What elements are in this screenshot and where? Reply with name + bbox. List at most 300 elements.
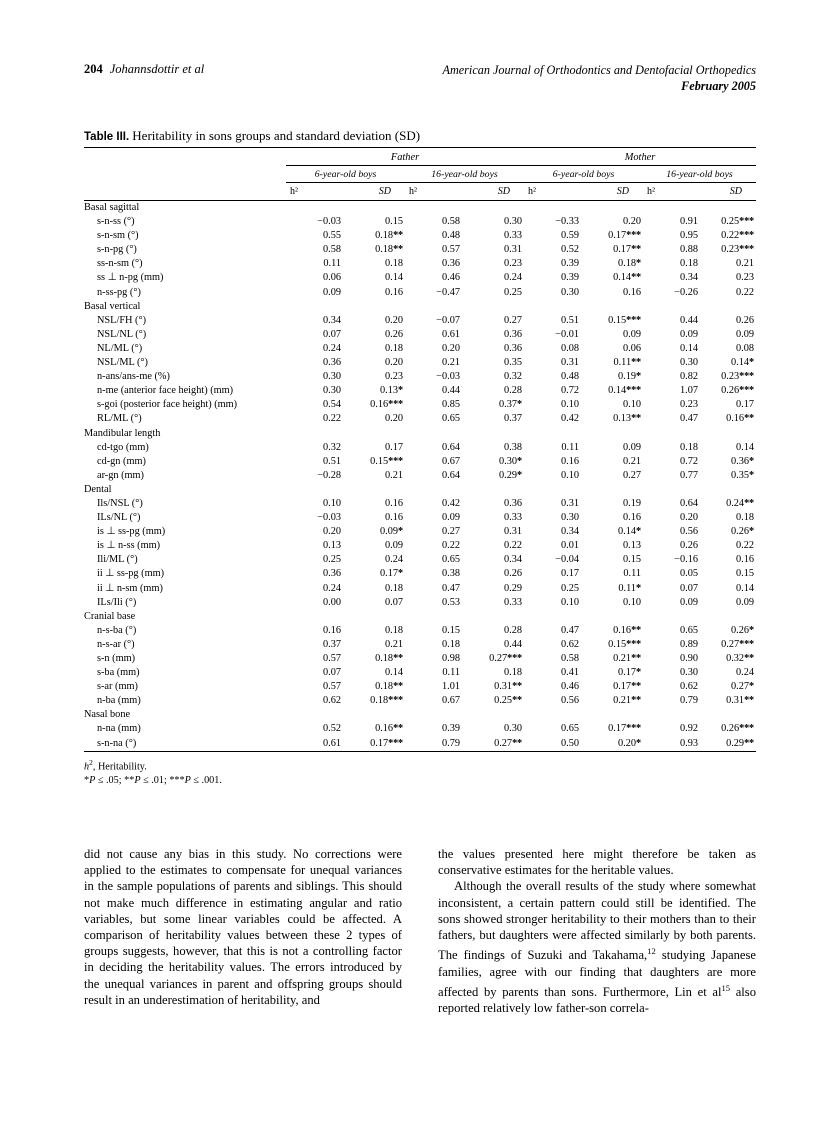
cell-value: 0.26 <box>679 540 698 552</box>
row-label: ii ⊥ ss-pg (mm) <box>97 568 165 580</box>
table-row <box>84 342 756 356</box>
row-label: ILs/NL (°) <box>97 512 141 524</box>
table-body <box>84 201 756 751</box>
cell-value: 0.09 <box>735 596 754 608</box>
cell-value: 0.36 <box>503 497 522 509</box>
table-row <box>84 539 756 553</box>
row-label: NL/ML (°) <box>97 342 143 354</box>
cell-value: 0.18 <box>679 258 698 270</box>
table-section-row <box>84 427 756 441</box>
cell-value: 0.35* <box>731 469 754 481</box>
cell-value: 0.15 <box>622 554 641 566</box>
row-label: cd-tgo (mm) <box>97 441 149 453</box>
cell-value: 0.15*** <box>608 314 641 326</box>
table-caption <box>84 128 756 144</box>
cell-value: 0.58 <box>560 653 579 664</box>
cell-value: 0.37* <box>499 399 522 411</box>
cell-value: 0.11 <box>323 258 341 270</box>
cell-value: 0.31** <box>726 695 754 707</box>
citation-reference: 15 <box>721 982 731 993</box>
cell-value: 0.77 <box>679 469 698 481</box>
cell-value: 0.44 <box>503 638 522 650</box>
cell-value: 0.72 <box>560 385 579 397</box>
cell-value: 0.38 <box>503 441 522 453</box>
cell-value: 0.65 <box>441 554 460 566</box>
cell-value: 0.16** <box>375 723 403 735</box>
body-paragraph: did not cause any bias in this study. No corrections were applied to the estimates to compensate for unequal variances in the sample populations of parents and siblings. This should not make much difference in estimating angular and ratio variables, but some linear variables could be affected. A comparison of heritability values between these 2 types of groups suggests, however, that this is not a controlling factor in deciding the heritability values. The errors introduced by the unequal variances in parent and offspring groups should result in an underestimation of heritability, and <box>84 847 402 1007</box>
cell-value: 0.65 <box>679 624 698 636</box>
cell-value: 0.51 <box>560 314 579 326</box>
row-label: n-ss-pg (°) <box>97 286 141 298</box>
section-spacer <box>286 610 756 624</box>
cell-value: −0.26 <box>674 286 698 298</box>
table-section-row <box>84 610 756 624</box>
cell-value: 0.15 <box>735 568 754 580</box>
cell-value: 0.13** <box>613 413 641 425</box>
cell-value: 0.06 <box>322 272 341 284</box>
cell-value: 0.59 <box>560 230 579 242</box>
body-columns <box>84 846 756 1016</box>
cell-value: 0.17*** <box>608 723 641 735</box>
cell-value: 0.16 <box>622 512 641 524</box>
cell-value: 0.32** <box>726 653 754 664</box>
cell-value: 0.47 <box>441 582 460 594</box>
cell-value: 0.18 <box>384 258 403 270</box>
cell-value: 0.54 <box>322 399 341 411</box>
cell-value: 0.14 <box>735 441 754 453</box>
row-label: n-ba (mm) <box>97 695 141 707</box>
col-header-sd-m6: SD <box>616 186 629 197</box>
cell-value: 0.56 <box>679 526 698 538</box>
cell-value: 0.17*** <box>608 230 641 242</box>
issue-date: February 2005 <box>681 79 756 94</box>
cell-value: 0.24 <box>735 667 754 679</box>
cell-value: 0.20 <box>679 512 698 524</box>
table-footnotes <box>84 752 756 787</box>
row-label: RL/ML (°) <box>97 413 142 425</box>
cell-value: 0.11* <box>618 582 641 594</box>
cell-value: 0.16 <box>622 286 641 298</box>
cell-value: 0.16 <box>560 455 579 467</box>
cell-value: 0.93 <box>679 737 698 749</box>
cell-value: 0.82 <box>679 371 698 383</box>
cell-value: 0.21** <box>613 695 641 707</box>
table-row <box>84 328 756 342</box>
cell-value: 0.08 <box>560 342 579 354</box>
col-header-h2-f6: h² <box>290 186 298 197</box>
cell-value: 0.15 <box>384 216 403 228</box>
cell-value: 0.14* <box>731 357 754 369</box>
table-row <box>84 441 756 455</box>
cell-value: 0.15 <box>441 624 460 636</box>
cell-value: 0.21 <box>735 258 754 270</box>
cell-value: 0.10 <box>622 399 641 411</box>
table-section-row <box>84 300 756 314</box>
row-label: is ⊥ ss-pg (mm) <box>97 526 166 538</box>
cell-value: 0.27*** <box>721 638 754 650</box>
cell-value: 0.17** <box>613 244 641 256</box>
cell-value: 0.29* <box>499 469 522 481</box>
cell-value: −0.01 <box>555 328 579 340</box>
cell-value: 0.47 <box>560 624 579 636</box>
cell-value: 0.18 <box>384 342 403 354</box>
cell-value: 0.24 <box>322 342 341 354</box>
cell-value: 0.62 <box>679 681 698 693</box>
table-row <box>84 638 756 652</box>
cell-value: 0.05 <box>679 568 698 580</box>
cell-value: 0.25 <box>503 286 522 298</box>
cell-value: 0.14 <box>384 272 403 284</box>
section-label: Basal vertical <box>84 300 141 312</box>
group-header-row <box>84 148 756 166</box>
cell-value: 0.20 <box>384 357 403 369</box>
table-row <box>84 286 756 300</box>
cell-value: 0.09 <box>679 328 698 340</box>
cell-value: 0.64 <box>679 497 698 509</box>
cell-value: 0.22 <box>322 413 341 425</box>
table-row <box>84 596 756 610</box>
cell-value: −0.16 <box>674 554 698 566</box>
cell-value: 0.92 <box>679 723 698 735</box>
cell-value: 0.98 <box>441 653 460 664</box>
cell-value: 0.48 <box>441 230 460 242</box>
cell-value: 0.58 <box>441 216 460 228</box>
cell-value: 0.23 <box>503 258 522 270</box>
table-row <box>84 497 756 511</box>
row-label: ar-gn (mm) <box>97 469 144 481</box>
row-label: cd-gn (mm) <box>97 455 146 467</box>
cell-value: 0.67 <box>441 695 460 707</box>
cell-value: 0.09 <box>384 540 403 552</box>
cell-value: 0.30 <box>560 512 579 524</box>
table-row <box>84 652 756 666</box>
cell-value: 0.07 <box>384 596 403 608</box>
cell-value: 0.19 <box>622 497 641 509</box>
section-spacer <box>286 483 756 497</box>
cell-value: 0.46 <box>441 272 460 284</box>
cell-value: 0.22 <box>503 540 522 552</box>
cell-value: 0.34 <box>503 554 522 566</box>
cell-value: 0.22 <box>735 286 754 298</box>
cell-value: 0.25** <box>494 695 522 707</box>
row-label: s-n-na (°) <box>97 737 137 749</box>
cell-value: 0.39 <box>560 258 579 270</box>
body-paragraph: Although the overall results of the study where somewhat inconsistent, a certain pattern could still be identified. The sons showed stronger heritability to their mothers than to their fathers, but daughters were affected similarly by both parents. The findings of Suzuki and Takahama,$^{12}$ studying Japanese families, agree with our finding that daughters are more affected by parents than sons. Furthermore, Lin et $al^{15}$ also reported relatively low father-son correla- <box>438 879 756 1016</box>
cell-value: 0.17** <box>613 681 641 693</box>
table-row <box>84 511 756 525</box>
table-row <box>84 553 756 567</box>
cell-value: 0.91 <box>679 216 698 228</box>
cell-value: 0.88 <box>679 244 698 256</box>
table-row <box>84 694 756 708</box>
cell-value: 0.23 <box>384 371 403 383</box>
cell-value: 0.31 <box>503 526 522 538</box>
table-section-row <box>84 708 756 722</box>
cell-value: 0.79 <box>679 695 698 707</box>
cell-value: 0.21 <box>622 455 641 467</box>
cell-value: 0.16 <box>322 624 341 636</box>
cell-value: 0.08 <box>735 342 754 354</box>
cell-value: 0.11 <box>561 441 579 453</box>
row-label: s-goi (posterior face height) (mm) <box>97 399 238 411</box>
cell-value: 0.35 <box>503 357 522 369</box>
cell-value: 0.34 <box>322 314 341 326</box>
cell-value: 0.29 <box>503 582 522 594</box>
cell-value: −0.03 <box>317 216 341 228</box>
cell-value: 0.23 <box>679 399 698 411</box>
col-header-h2-m6: h² <box>528 186 536 197</box>
group-header-father: Father <box>286 148 524 166</box>
table-row <box>84 412 756 426</box>
cell-value: 0.09* <box>380 526 403 538</box>
cell-value: 1.07 <box>679 385 698 397</box>
cell-value: 0.14* <box>618 526 641 538</box>
section-spacer <box>286 300 756 314</box>
section-spacer <box>286 427 756 441</box>
row-label: ss ⊥ n-pg (mm) <box>97 272 164 284</box>
author-line: Johannsdottir et al <box>109 62 205 76</box>
cell-value: 0.26 <box>384 328 403 340</box>
cell-value: 0.50 <box>560 737 579 749</box>
row-label: Ili/ML (°) <box>97 554 138 566</box>
cell-value: 0.20 <box>322 526 341 538</box>
sub-header-mother-6yo: 6-year-old boys <box>524 166 643 183</box>
cell-value: 0.19* <box>618 371 641 383</box>
cell-value: 0.38 <box>441 568 460 580</box>
row-label: ii ⊥ n-sm (mm) <box>97 582 163 594</box>
table-row <box>84 666 756 680</box>
cell-value: 0.57 <box>441 244 460 256</box>
cell-value: 0.44 <box>679 314 698 326</box>
table-section-row <box>84 201 756 215</box>
section-label: Mandibular length <box>84 427 161 439</box>
table-row <box>84 215 756 229</box>
cell-value: 0.15*** <box>608 638 641 650</box>
table-row <box>84 680 756 694</box>
cell-value: 0.26* <box>731 624 754 636</box>
table-row <box>84 356 756 370</box>
cell-value: 0.22*** <box>721 230 754 242</box>
table-row <box>84 257 756 271</box>
cell-value: 0.16*** <box>370 399 403 411</box>
cell-value: 0.11 <box>442 667 460 679</box>
heritability-table <box>84 147 756 752</box>
cell-value: 0.07 <box>322 667 341 679</box>
cell-value: 0.52 <box>322 723 341 735</box>
cell-value: 0.20 <box>384 314 403 326</box>
cell-value: 0.57 <box>322 653 341 664</box>
cell-value: 0.36 <box>441 258 460 270</box>
running-head-left <box>84 62 204 77</box>
cell-value: 0.64 <box>441 441 460 453</box>
row-label: n-na (mm) <box>97 723 141 735</box>
cell-value: 0.44 <box>441 385 460 397</box>
cell-value: 0.33 <box>503 596 522 608</box>
cell-value: 0.01 <box>560 540 579 552</box>
cell-value: 0.25 <box>322 554 341 566</box>
section-label: Dental <box>84 483 112 495</box>
col-header-sd-m16: SD <box>729 186 742 197</box>
cell-value: 0.16 <box>384 512 403 524</box>
cell-value: 0.17*** <box>370 737 403 749</box>
cell-value: 0.33 <box>503 230 522 242</box>
sub-header-father-16yo: 16-year-old boys <box>405 166 524 183</box>
table-row <box>84 384 756 398</box>
sub-header-mother-16yo: 16-year-old boys <box>643 166 756 183</box>
section-label: Basal sagittal <box>84 202 140 213</box>
cell-value: −0.33 <box>555 216 579 228</box>
cell-value: 0.61 <box>441 328 460 340</box>
cell-value: 0.17 <box>560 568 579 580</box>
table-iii <box>84 128 756 787</box>
running-head-right <box>443 62 756 94</box>
cell-value: 0.27* <box>731 681 754 693</box>
cell-value: 0.72 <box>679 455 698 467</box>
cell-value: 0.30 <box>679 357 698 369</box>
section-spacer <box>286 201 756 215</box>
cell-value: 0.58 <box>322 244 341 256</box>
row-label: ss-n-sm (°) <box>97 258 143 270</box>
cell-value: 0.25*** <box>721 216 754 228</box>
cell-value: 0.85 <box>441 399 460 411</box>
group-header-mother: Mother <box>524 148 756 166</box>
footnote-heritability <box>84 756 756 774</box>
row-label: s-ar (mm) <box>97 681 138 693</box>
cell-value: 0.10 <box>560 469 579 481</box>
table-row <box>84 370 756 384</box>
row-label: s-ba (mm) <box>97 667 140 679</box>
footnote-h-symbol: h <box>84 761 90 773</box>
cell-value: 0.24** <box>726 497 754 509</box>
cell-value: 0.23*** <box>721 371 754 383</box>
table-label: Table III. <box>84 131 130 143</box>
cell-value: 0.65 <box>441 413 460 425</box>
cell-value: 0.55 <box>322 230 341 242</box>
cell-value: 0.34 <box>679 272 698 284</box>
row-label: n-s-ba (°) <box>97 624 137 636</box>
cell-value: 0.24 <box>503 272 522 284</box>
cell-value: 0.18*** <box>370 695 403 707</box>
cell-value: 0.37 <box>503 413 522 425</box>
cell-value: 0.13 <box>622 540 641 552</box>
cell-value: 0.39 <box>560 272 579 284</box>
cell-value: 0.65 <box>560 723 579 735</box>
page-number: 204 <box>84 62 103 76</box>
col-header-h2-m16: h² <box>647 186 655 197</box>
cell-value: 0.16 <box>384 497 403 509</box>
cell-value: 0.18 <box>384 582 403 594</box>
cell-value: 0.13 <box>322 540 341 552</box>
cell-value: 0.25 <box>560 582 579 594</box>
cell-value: 0.10 <box>622 596 641 608</box>
cell-value: 0.46 <box>560 681 579 693</box>
table-row <box>84 567 756 581</box>
cell-value: 0.09 <box>679 596 698 608</box>
cell-value: 0.37 <box>322 638 341 650</box>
cell-value: 0.09 <box>735 328 754 340</box>
cell-value: 0.32 <box>322 441 341 453</box>
column-header-row <box>84 183 756 201</box>
cell-value: 0.14 <box>735 582 754 594</box>
cell-value: 0.90 <box>679 653 698 664</box>
table-row <box>84 271 756 285</box>
row-label: NSL/ML (°) <box>97 357 148 369</box>
cell-value: 0.34 <box>560 526 579 538</box>
cell-value: 0.31** <box>494 681 522 693</box>
table-row <box>84 722 756 736</box>
row-label: s-n-pg (°) <box>97 244 137 256</box>
cell-value: 0.26*** <box>721 723 754 735</box>
table-section-row <box>84 483 756 497</box>
cell-value: 0.26*** <box>721 385 754 397</box>
cell-value: 0.18 <box>679 441 698 453</box>
body-column-right <box>438 846 756 1016</box>
cell-value: 0.00 <box>322 596 341 608</box>
cell-value: 0.18 <box>503 667 522 679</box>
row-label: NSL/NL (°) <box>97 328 147 340</box>
body-paragraph: the values presented here might therefore be taken as conservative estimates for the heritable values. <box>438 847 756 878</box>
citation-reference: 12 <box>647 946 656 957</box>
cell-value: 0.17 <box>384 441 403 453</box>
cell-value: 0.28 <box>503 624 522 636</box>
cell-value: 0.27 <box>441 526 460 538</box>
cell-value: 0.18 <box>735 512 754 524</box>
running-head <box>84 62 756 94</box>
cell-value: 0.09 <box>322 286 341 298</box>
cell-value: 0.42 <box>560 413 579 425</box>
cell-value: 0.29** <box>726 737 754 749</box>
cell-value: 0.39 <box>441 723 460 735</box>
cell-value: 0.30* <box>499 455 522 467</box>
cell-value: 0.18 <box>441 638 460 650</box>
cell-value: 0.07 <box>322 328 341 340</box>
cell-value: 0.24 <box>322 582 341 594</box>
cell-value: 0.21 <box>384 638 403 650</box>
cell-value: 0.23 <box>735 272 754 284</box>
cell-value: 0.18* <box>618 258 641 270</box>
cell-value: 0.14 <box>384 667 403 679</box>
table-title: Heritability in sons groups and standard deviation (SD) <box>132 128 421 143</box>
cell-value: 0.30 <box>322 371 341 383</box>
cell-value: −0.28 <box>317 469 341 481</box>
row-label: n-ans/ans-me (%) <box>97 371 170 383</box>
cell-value: 0.62 <box>322 695 341 707</box>
cell-value: 0.27*** <box>489 653 522 664</box>
cell-value: 0.26* <box>731 526 754 538</box>
cell-value: 0.36* <box>731 455 754 467</box>
table-row <box>84 398 756 412</box>
cell-value: 0.95 <box>679 230 698 242</box>
cell-value: 0.14** <box>613 272 641 284</box>
cell-value: 0.16** <box>613 624 641 636</box>
section-label: Nasal bone <box>84 709 131 721</box>
cell-value: −0.47 <box>436 286 460 298</box>
cell-value: 0.11 <box>623 568 641 580</box>
cell-value: 0.42 <box>441 497 460 509</box>
cell-value: 0.13* <box>380 385 403 397</box>
row-label: s-n (mm) <box>97 653 136 664</box>
cell-value: 0.27 <box>503 314 522 326</box>
cell-value: 0.48 <box>560 371 579 383</box>
cell-value: 0.16 <box>384 286 403 298</box>
cell-value: 0.28 <box>503 385 522 397</box>
cell-value: 0.07 <box>679 582 698 594</box>
cell-value: 0.11** <box>613 357 641 369</box>
cell-value: −0.07 <box>436 314 460 326</box>
cell-value: 0.30 <box>679 667 698 679</box>
section-spacer <box>286 708 756 722</box>
cell-value: 0.57 <box>322 681 341 693</box>
